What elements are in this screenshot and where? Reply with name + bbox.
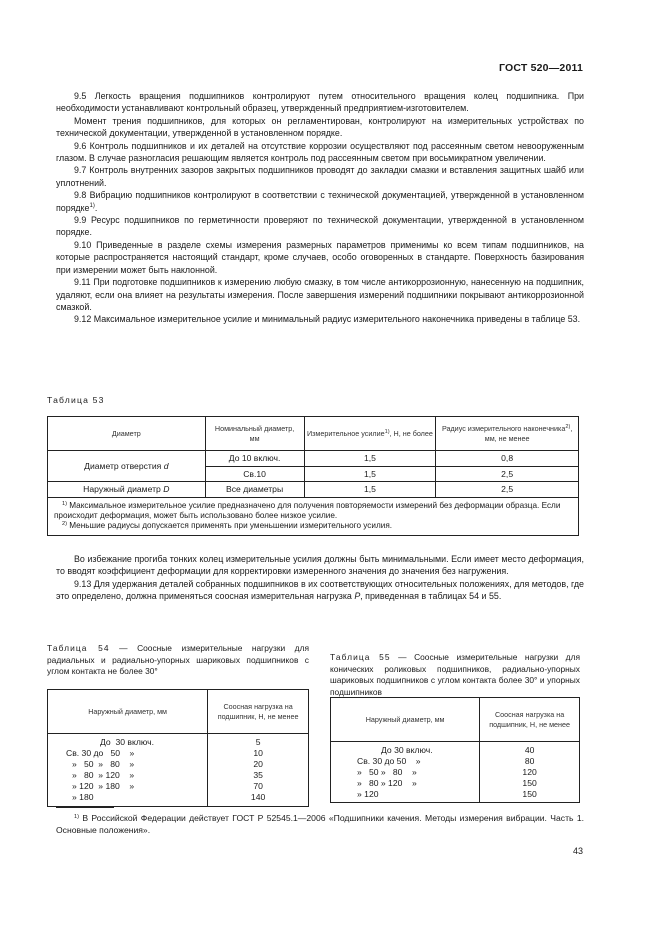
- cell-radius: 0,8: [436, 451, 579, 467]
- table-53-caption: Таблица 53: [47, 395, 105, 405]
- header-outer-diameter: Наружный диаметр, мм: [331, 698, 480, 742]
- table-row: [48, 482, 579, 498]
- cell-force: 1,5: [304, 482, 436, 498]
- list-item: » 120 » 180 »: [72, 781, 135, 792]
- header-axial-load: Соосная нагрузка на подшипник, Н, не менее: [208, 690, 309, 734]
- table-53-header-row: [48, 417, 579, 451]
- list-item: Св. 30 до 50 »: [66, 748, 135, 759]
- load-column: [480, 742, 580, 803]
- list-item: » 80 » 120 »: [72, 770, 135, 781]
- cell-nominal: До 10 включ.: [205, 451, 304, 467]
- paragraph-9-6: 9.6 Контроль подшипников и их деталей на отсутствие коррозии осуществляют под рассеянным светом невооруженным глазом. В случае разногласия решающим является контроль под рассеянным светом при восьмикратном увеличении.: [56, 140, 584, 164]
- diameter-column: [48, 734, 208, 807]
- cell-nominal: Все диаметры: [205, 482, 304, 498]
- header-nominal: Номинальный диаметр, мм: [205, 417, 304, 451]
- header-axial-load: Соосная нагрузка на подшипник, Н, не менее: [480, 698, 580, 742]
- list-item: 140: [250, 792, 266, 803]
- paragraph-9-8: 9.8 Вибрацию подшипников контролируют в соответствии с технической документацией, утвержденной в установленном порядке$^{1)}$.: [56, 190, 584, 213]
- list-item: 70: [253, 781, 263, 792]
- table-53: [47, 416, 579, 536]
- footnote-divider: [56, 807, 114, 808]
- list-item: » 50 » 80 »: [357, 767, 417, 778]
- paragraph-9-10: 9.10 Приведенные в разделе схемы измерения размерных параметров применимы ко всем типам подшипников, на которые распространяется настоящий стандарт, кроме случаев, особо оговоренных в стандарте. Поверхность базирования при измерении может быть наклонной.: [56, 239, 584, 275]
- table-54-header-row: [48, 690, 309, 734]
- cell-force: 1,5: [304, 466, 436, 482]
- load-column: [208, 734, 309, 807]
- list-item: » 50 » 80 »: [72, 759, 135, 770]
- paragraph-9-7: 9.7 Контроль внутренних зазоров закрытых подшипников проводят до закладки смазки и вставления защитных шайб или уплотнений.: [56, 165, 584, 188]
- list-item: 20: [253, 759, 263, 770]
- paragraph-9-9: 9.9 Ресурс подшипников по герметичности проверяют по технической документации, утвержденной в установленном порядке.: [56, 215, 584, 238]
- table-54-caption: Таблица 54 — Соосные измерительные нагрузки для радиальных и радиально-упорных шариковых подшипников с углом контакта не более 30°: [47, 643, 309, 676]
- header-radius: Радиус измерительного наконечника$^{2)}$, мм, не менее: [436, 417, 579, 451]
- cell-radius: 2,5: [436, 466, 579, 482]
- paragraph-9-12: 9.12 Максимальное измерительное усилие и минимальный радиус измерительного наконечника приведены в таблице 53.: [74, 314, 581, 325]
- table-55-caption: Таблица 55 — Соосные измерительные нагрузки для конических роликовых подшипников, радиально-упорных шариковых подшипников с углом контакта более 30° и упорных подшипников: [330, 652, 580, 697]
- table-note-2: $^{2)}$ Меньшие радиусы допускается применять при уменьшении измерительного усилия.: [62, 521, 393, 531]
- list-item: 35: [253, 770, 263, 781]
- list-item: » 80 » 120 »: [357, 778, 417, 789]
- list-item: 10: [253, 748, 263, 759]
- table-55-header-row: [331, 698, 580, 742]
- table-53-notes: [48, 497, 579, 535]
- paragraph-friction: Момент трения подшипников, для которых он регламентирован, контролируют на измерительных устройствах по технической документации, утвержденной в установленном порядке.: [56, 115, 584, 139]
- document-id-header: ГОСТ 520—2011: [498, 62, 583, 74]
- cell-radius: 2,5: [436, 482, 579, 498]
- paragraph-deformation: Во избежание прогиба тонких колец измерительные усилия должны быть минимальными. Если имеет место деформация, то вводят коэффициент деформации для корректировки измеренного значения до значения без нагружения.: [56, 554, 584, 577]
- table-note-1: $^{1)}$ Максимальное измерительное усилие предназначено для получения повторяемости измерений без деформации образца. Если происходит деформация, может быть использовано более низкое усилие.: [54, 500, 561, 520]
- body-text: [56, 90, 584, 326]
- paragraph-9-11: 9.11 При подготовке подшипников к измерению любую смазку, в том числе антикоррозионную, нанесенную на подшипник, удаляют, если она влияет на результаты измерения. После завершения измерений подшипники покрывают антикоррозионной смазкой.: [56, 277, 584, 312]
- paragraph-9-13: 9.13 Для удержания деталей собранных подшипников в их соответствующих относительных положениях, для методов, где это определено, должна применяться соосная измерительная нагрузка P, приведенная в таблицах 54 и 55.: [56, 578, 584, 602]
- table-55-body: [331, 742, 580, 803]
- list-item: До 30 включ.: [100, 737, 154, 747]
- list-item: » 120: [357, 789, 379, 800]
- list-item: » 180: [72, 792, 94, 803]
- header-force: Измерительное усилие$^{1)}$, Н, не более: [304, 417, 436, 451]
- header-outer-diameter: Наружный диаметр, мм: [48, 690, 208, 734]
- list-item: 80: [524, 756, 535, 767]
- list-item: Св. 30 до 50 »: [357, 756, 421, 767]
- cell-force: 1,5: [304, 451, 436, 467]
- diameter-column: [331, 742, 480, 803]
- list-item: 120: [522, 767, 537, 778]
- table-55: [330, 697, 580, 803]
- page-number: 43: [572, 846, 583, 856]
- page-footnote: $^{1)}$ В Российской Федерации действует ГОСТ Р 52545.1—2006 «Подшипники качения. Методы измерения вибрации. Часть 1. Основные положения».: [56, 813, 584, 835]
- list-item: 150: [522, 778, 537, 789]
- table-54-body: [48, 734, 309, 807]
- cell-nominal: Св.10: [205, 466, 304, 482]
- group-inner: Диаметр отверстия d: [48, 451, 206, 482]
- list-item: До 30 включ.: [381, 745, 433, 755]
- after-table-text: [56, 553, 584, 603]
- footnote-ref: 1): [89, 202, 95, 209]
- table-53-notes-row: [48, 497, 579, 535]
- group-outer: Наружный диаметр D: [48, 482, 206, 498]
- list-item: 5: [255, 737, 261, 747]
- paragraph-9-8-text: 9.8 Вибрацию подшипников контролируют в соответствии с технической документацией, утвержденной в установленном порядке: [56, 190, 584, 213]
- table-row: [48, 451, 579, 467]
- table-54: [47, 689, 309, 807]
- list-item: 150: [522, 789, 537, 800]
- paragraph-9-5: 9.5 Легкость вращения подшипников контролируют путем относительного вращения колец подшипника. При необходимости устанавливают контрольный образец, утвержденный предприятием-изготовителем.: [56, 91, 584, 114]
- list-item: 40: [524, 745, 535, 755]
- header-diameter: Диаметр: [48, 417, 206, 451]
